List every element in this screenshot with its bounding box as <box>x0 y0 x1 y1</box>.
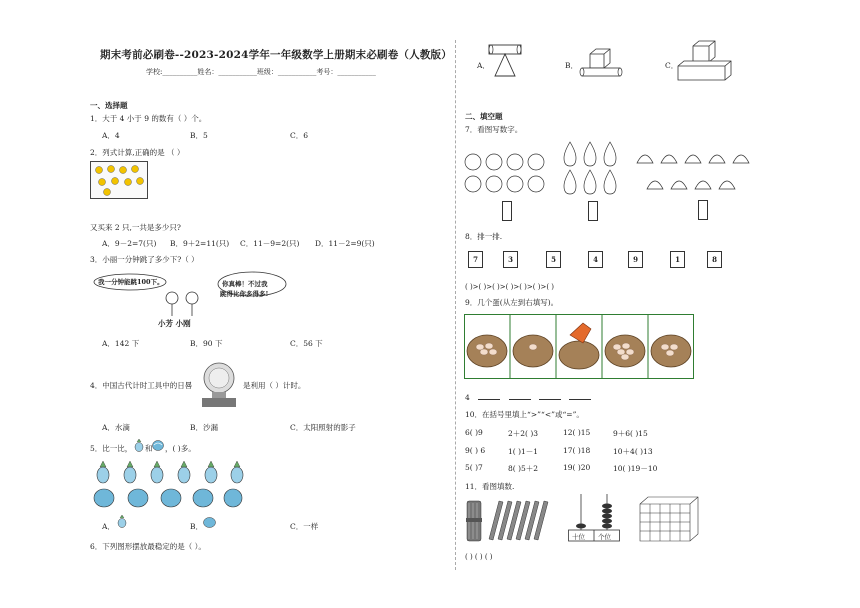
q10-row3-c4[interactable]: 10( )19－10 <box>613 464 658 473</box>
chicks-image <box>90 161 148 199</box>
question-3: 3．小丽一分钟跳了多少下?（ ） <box>90 255 199 264</box>
question-6: 6．下列图形摆放最稳定的是（ ）。 <box>90 542 206 551</box>
q10-row2-c3[interactable]: 17( )18 <box>563 446 591 455</box>
answer-box-apples[interactable] <box>502 201 512 221</box>
question-9: 9．几个蛋(从左到右填写)。 <box>465 298 559 307</box>
question-5-part1: 5．比一比， <box>90 444 133 453</box>
pineapple-icon <box>134 439 144 452</box>
watermelon-icon <box>152 440 164 451</box>
q10-row2-c1[interactable]: 9( ) 6 <box>465 446 486 455</box>
number-card: 8 <box>707 251 722 268</box>
question-5-part2: 和 <box>145 444 153 453</box>
number-card: 7 <box>468 251 483 268</box>
question-10: 10．在括号里填上“>”“<”或“=”。 <box>465 410 584 419</box>
answer-box-peaches[interactable] <box>698 200 708 220</box>
question-4-part2: 是利用（ ）计时。 <box>243 381 306 390</box>
q3-bubble-left: 我一分钟能跳100下。 <box>98 278 164 286</box>
abacus-ones-label: 个位 <box>598 533 611 541</box>
section-choice-title: 一、选择题 <box>90 101 128 110</box>
q5-option-a: A． <box>102 522 115 531</box>
number-card: 4 <box>588 251 603 268</box>
q1-option-c: C．6 <box>290 131 309 140</box>
q4-option-a: A．水滴 <box>102 423 130 432</box>
page-title: 期末考前必刷卷--2023-2024学年一年级数学上册期末必刷卷（人教版） <box>100 49 452 61</box>
q3-names: 小芳 小刚 <box>158 319 191 328</box>
q10-row3-c3[interactable]: 19( )20 <box>563 463 591 472</box>
q5-option-b: B． <box>190 522 204 531</box>
answer-box-pears[interactable] <box>588 201 598 221</box>
q9-first-answer: 4 <box>465 393 470 402</box>
q3-bubble-right-line1: 你真棒！不过我 <box>222 280 268 288</box>
q5-option-b-watermelon-icon <box>203 517 216 528</box>
cube-on-cylinder-shape <box>578 46 624 78</box>
q11-answer-line[interactable]: ( ) ( ) ( ) <box>465 553 493 561</box>
apples-group <box>463 150 553 196</box>
q1-option-b: B．5 <box>190 131 208 140</box>
q3-option-c: C．56 下 <box>290 339 323 348</box>
number-card: 3 <box>503 251 518 268</box>
q1-option-a: A．4 <box>102 131 120 140</box>
watermelons-row <box>93 487 243 509</box>
q10-row2-c4[interactable]: 10＋4( )13 <box>613 447 653 456</box>
q2-option-b: B．9＋2=11(只) <box>170 239 230 248</box>
q6-option-a: A． <box>477 61 490 70</box>
q6-option-b: B． <box>565 61 579 70</box>
q10-row1-c3[interactable]: 12( )15 <box>563 428 591 437</box>
number-card: 9 <box>628 251 643 268</box>
q3-option-b: B．90 下 <box>190 339 223 348</box>
question-5-part3: ，( )多。 <box>165 444 196 453</box>
question-7: 7．看图写数字。 <box>465 125 523 134</box>
q5-option-c: C．一样 <box>290 522 319 531</box>
q2-subtext: 又买来 2 只,一共是多少只? <box>90 223 181 232</box>
question-1: 1．大于 4 小于 9 的数有（ ）个。 <box>90 114 207 123</box>
q10-row1-c4[interactable]: 9＋6( )15 <box>613 429 648 438</box>
nests-image <box>464 314 694 379</box>
q9-answer-line[interactable] <box>465 393 591 402</box>
abacus-tens-label: 十位 <box>572 533 585 541</box>
q2-option-c: C．11－9=2(只) <box>240 239 300 248</box>
question-11: 11．看图填数. <box>465 482 515 491</box>
number-card: 5 <box>546 251 561 268</box>
column-divider <box>455 40 456 570</box>
student-info-line: 学校:__________姓名：___________班级：___________考号：___________ <box>146 68 376 76</box>
q4-option-b: B．沙漏 <box>190 423 219 432</box>
pineapples-row <box>95 460 245 484</box>
seesaw-shape <box>487 42 523 78</box>
sundial-image <box>197 360 241 410</box>
pears-group <box>560 140 622 198</box>
question-8: 8．排一排. <box>465 232 503 241</box>
q3-option-a: A．142 下 <box>102 339 140 348</box>
q2-option-d: D．11－2=9(只) <box>315 239 375 248</box>
q10-row3-c2[interactable]: 8( )5＋2 <box>508 464 539 473</box>
q2-option-a: A．9－2=7(只) <box>102 239 157 248</box>
q4-option-c: C．太阳照射的影子 <box>290 423 356 432</box>
sticks-bundle-image <box>463 495 551 545</box>
q10-row1-c1[interactable]: 6( )9 <box>465 428 483 437</box>
q10-row1-c2[interactable]: 2＋2( )3 <box>508 429 539 438</box>
section-fill-title: 二、填空题 <box>465 112 503 121</box>
number-card: 1 <box>670 251 685 268</box>
q5-option-a-pineapple-icon <box>117 515 127 528</box>
q10-row3-c1[interactable]: 5( )7 <box>465 463 483 472</box>
question-4-part1: 4．中国古代计时工具中的日晷 <box>90 381 193 390</box>
q6-option-c: C． <box>665 61 679 70</box>
q3-bubble-right-line2: 跳得比你多得多! <box>220 290 269 298</box>
cube-grid-image <box>638 494 700 544</box>
peaches-group <box>633 145 753 195</box>
stacked-boxes-shape <box>675 40 735 82</box>
question-2: 2．列式计算,正确的是 （ ） <box>90 148 185 157</box>
q10-row2-c2[interactable]: 1( )1－1 <box>508 447 539 456</box>
q8-ordering-line[interactable]: ( )>( )>( )>( )>( )>( )>( ) <box>465 283 555 291</box>
